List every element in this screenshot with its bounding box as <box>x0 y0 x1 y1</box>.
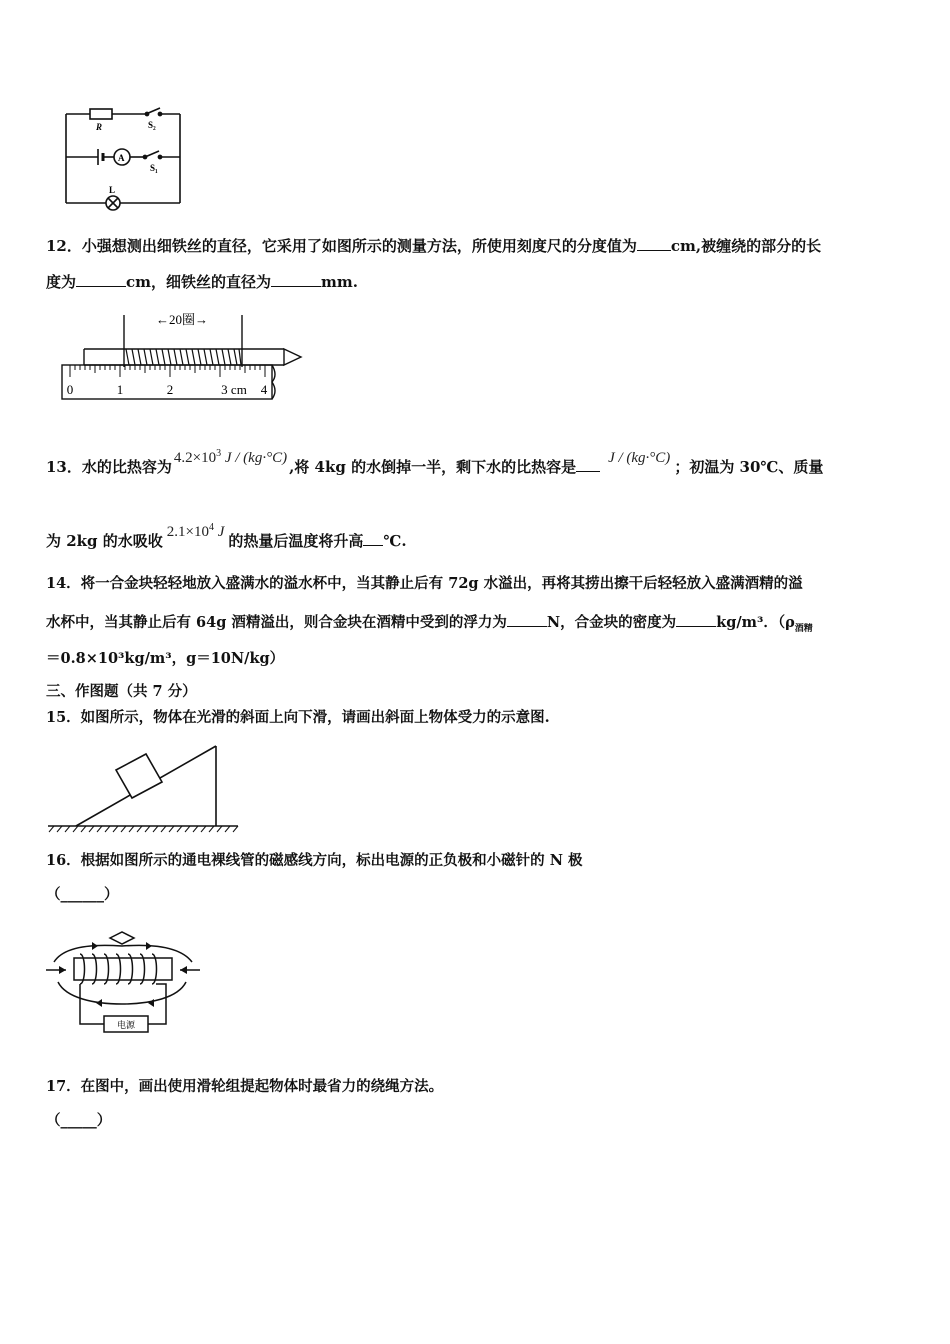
q13-blank2[interactable] <box>363 531 383 546</box>
field-arrow-top-left <box>92 942 98 950</box>
field-arrow-bottom-left <box>96 999 102 1007</box>
lamp-label: L <box>109 185 116 195</box>
field-arrow-bottom-right <box>148 999 154 1007</box>
q14-line2: 水杯中，当其静止后有 64g 酒精溢出，则合金块在酒精中受到的浮力为 N，合金块的密度为 kg/m³．（$\rho_{酒精}$ <box>46 614 813 634</box>
tick-2: 2 <box>166 382 174 397</box>
q14-blank1[interactable] <box>507 612 547 627</box>
ammeter-label: A <box>118 153 125 163</box>
incline-figure <box>46 742 242 834</box>
q14-line1: 14．将一合金块轻轻地放入盛满水的溢水杯中，当其静止后有 72g 水溢出，再将其捞出擦干后轻轻放入盛满酒精的溢 <box>46 575 803 592</box>
q15-text: 15．如图所示，物体在光滑的斜面上向下滑，请画出斜面上物体受力的示意图. <box>46 709 550 726</box>
solenoid-figure <box>44 914 202 1042</box>
q14-line3: ＝0.8×10³kg/m³，g＝10N/kg） <box>46 650 285 667</box>
ground-hatching <box>49 826 238 832</box>
q13-line2: 为 2kg 的水吸收 $2.1\times 10^4$ J 的热量后温度将升高 ℃. <box>46 522 407 550</box>
field-arrow-left <box>59 966 66 974</box>
circuit-diagram <box>56 100 196 220</box>
q14-blank2[interactable] <box>676 612 716 627</box>
tick-3: 3 cm <box>221 382 247 397</box>
field-arrow-top-right <box>146 942 152 950</box>
coil-count-label: ←20圈→ <box>155 312 209 327</box>
ruler-wire-figure <box>56 305 306 405</box>
resistor-label: R <box>96 122 103 132</box>
q12-line2: 度为 cm，细铁丝的直径为 mm. <box>46 273 358 291</box>
q16-answer[interactable]: （______） <box>46 886 119 903</box>
switch-s2-label: S₂ <box>148 120 156 130</box>
q12-blank3[interactable] <box>271 272 321 287</box>
q13-line1: 13．水的比热容为 $4.2\times 10^3$ J / (kg·°C) ,将 4kg 的水倒掉一半，剩下水的比热容是 J / (kg·°C) ；初温为 30℃、质量 <box>46 448 824 476</box>
tick-1: 1 <box>116 382 124 397</box>
field-arrow-right <box>180 966 187 974</box>
q17-text: 17．在图中，画出使用滑轮组提起物体时最省力的绕绳方法。 <box>46 1078 444 1095</box>
q13-blank1[interactable] <box>576 457 600 472</box>
q12-line1: 12．小强想测出细铁丝的直径，它采用了如图所示的测量方法，所使用刻度尺的分度值为 cm,被缠绕的部分的长 <box>46 237 822 255</box>
section-title: 三、作图题（共 7 分） <box>46 683 197 700</box>
q12-blank2[interactable] <box>76 272 126 287</box>
power-source-label: 电源 <box>116 1020 136 1030</box>
coil-turns <box>126 349 241 365</box>
ruler-ticks <box>70 365 265 377</box>
tick-0: 0 <box>66 382 74 397</box>
q12-blank1[interactable] <box>637 236 671 251</box>
q16-text: 16．根据如图所示的通电裸线管的磁感线方向，标出电源的正负极和小磁针的 N 极 <box>46 852 583 869</box>
switch-s1-label: S₁ <box>150 163 158 173</box>
compass-needle <box>110 932 134 944</box>
q17-answer[interactable]: （_____） <box>46 1112 112 1129</box>
tick-4: 4 <box>260 382 268 397</box>
